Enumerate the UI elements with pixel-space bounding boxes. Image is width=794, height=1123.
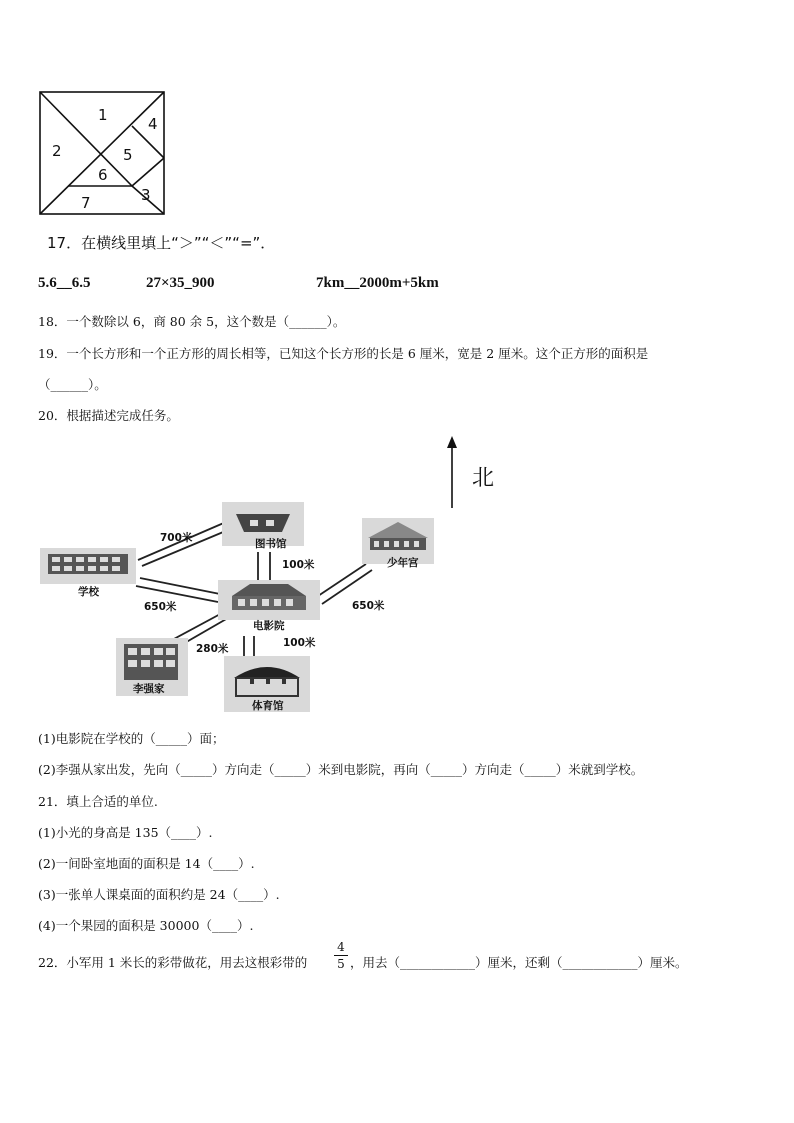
- q21-item-4: (4)一个果园的面积是 30000（____）.: [38, 918, 254, 933]
- q18-text: 18．一个数除以 6，商 80 余 5，这个数是（______）。: [38, 314, 346, 329]
- q22-after: ，用去（____________）厘米，还剩（____________）厘米。: [350, 955, 688, 970]
- tangram-label-4: 4: [148, 115, 158, 133]
- map-label-youth-palace: 少年宫: [387, 557, 419, 569]
- tangram-label-7: 7: [81, 194, 91, 212]
- tangram-label-5: 5: [123, 146, 133, 164]
- school-building-icon: [40, 548, 136, 584]
- distance-school-cinema: 650米: [144, 601, 177, 613]
- distance-school-library: 700米: [160, 532, 193, 544]
- north-label: 北: [472, 466, 495, 491]
- q17-item-2: 27×35_900: [146, 275, 215, 291]
- map-label-school: 学校: [78, 586, 99, 598]
- map-label-cinema: 电影院: [253, 620, 285, 632]
- map-label-library: 图书馆: [255, 538, 287, 550]
- distance-cinema-gym: 100米: [283, 637, 316, 649]
- tangram-edge: [40, 92, 132, 186]
- q19-line1: 19．一个长方形和一个正方形的周长相等，已知这个长方形的长是 6 厘米，宽是 2 厘米。这个正方形的面积是: [38, 346, 649, 361]
- tangram-label-2: 2: [52, 142, 62, 160]
- distance-home-cinema: 280米: [196, 643, 229, 655]
- q22-fraction-numerator: 4: [337, 940, 345, 954]
- distance-cinema-youth: 650米: [352, 600, 385, 612]
- map-label-gym: 体育馆: [252, 700, 284, 712]
- q22-before: 22．小军用 1 米长的彩带做花，用去这根彩带的: [38, 955, 308, 970]
- q17-prompt: 17．在横线里填上“＞”“＜”“=”．: [47, 234, 276, 252]
- north-arrow-icon: [444, 436, 460, 508]
- q20-sub2: (2)李强从家出发，先向（_____）方向走（_____）米到电影院，再向（_____）方向走（_____）米就到学校。: [38, 762, 644, 777]
- q20-sub1: (1)电影院在学校的（_____）面；: [38, 731, 225, 746]
- q17-item-3: 7km__2000m+5km: [316, 275, 439, 291]
- fraction-bar: [334, 955, 348, 956]
- tangram-figure: [38, 90, 168, 218]
- q20-title: 20．根据描述完成任务。: [38, 408, 179, 423]
- map-diagram: [38, 500, 458, 720]
- q19-line2: （______）。: [38, 377, 107, 392]
- distance-library-cinema: 100米: [282, 559, 315, 571]
- tangram-label-3: 3: [141, 186, 151, 204]
- q22-fraction: [334, 940, 348, 971]
- q21-title: 21．填上合适的单位.: [38, 794, 158, 809]
- tangram-label-6: 6: [98, 166, 108, 184]
- q21-item-2: (2)一间卧室地面的面积是 14（____）.: [38, 856, 255, 871]
- q21-item-3: (3)一张单人课桌面的面积约是 24（____）.: [38, 887, 280, 902]
- tangram-label-1: 1: [98, 106, 108, 124]
- map-label-home: 李强家: [133, 683, 165, 695]
- q22-fraction-denominator: 5: [337, 957, 345, 971]
- cinema-building-icon: [218, 580, 320, 620]
- q17-item-1: 5.6__6.5: [38, 275, 91, 291]
- q21-item-1: (1)小光的身高是 135（____）.: [38, 825, 213, 840]
